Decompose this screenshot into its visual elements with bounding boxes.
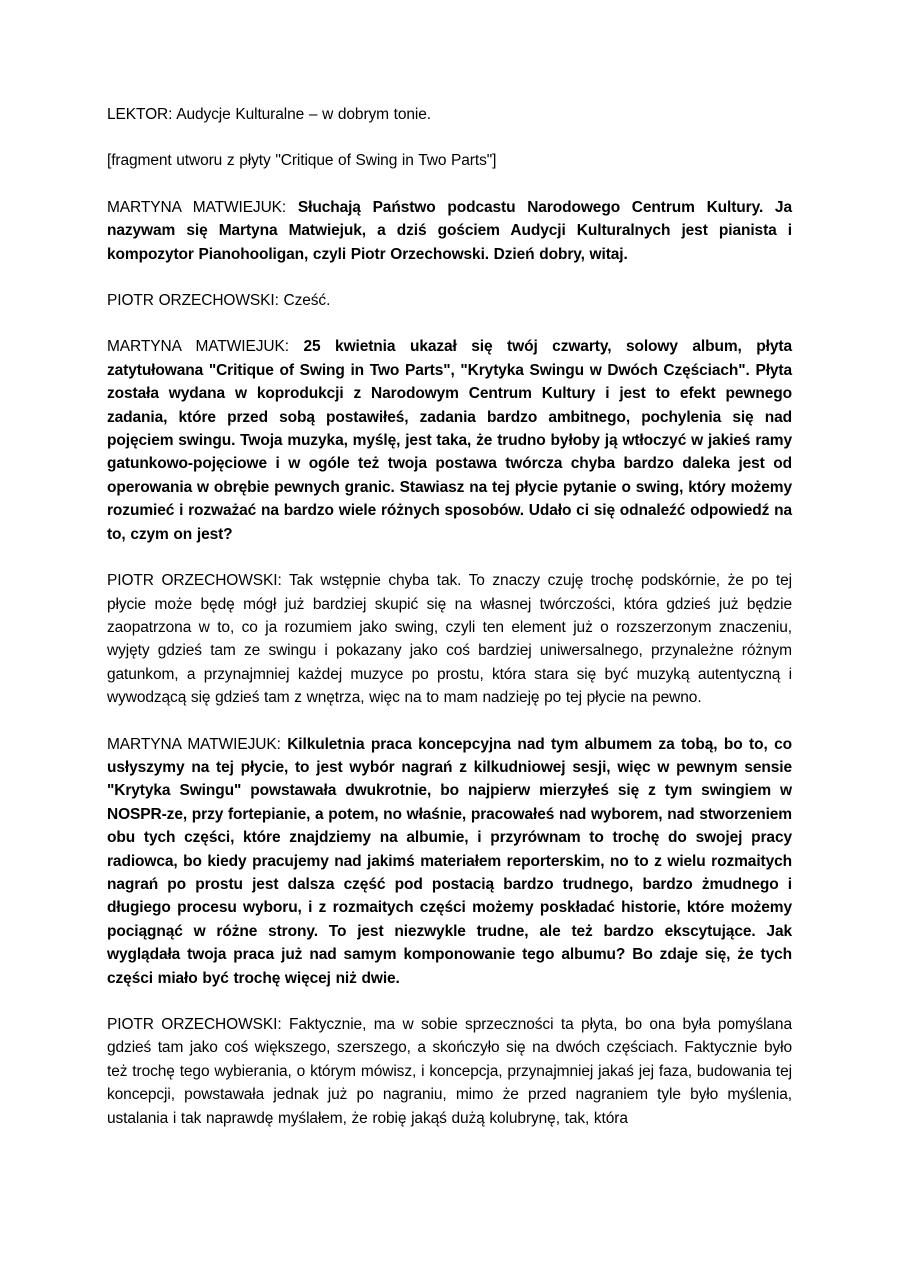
paragraph-lektor [107,103,792,126]
paragraph-piotr-3 [107,1013,792,1130]
speech-text: Audycje Kulturalne – w dobrym tonie. [176,106,431,123]
speech-text: Słuchają Państwo podcastu Narodowego Centrum Kultury. Ja nazywam się Martyna Matwiejuk, a dziś gościem Audycji Kulturalnych jest pianista i kompozytor Pianohooligan, czyli Piotr Orzechowski. Dzień dobry, witaj. [107,198,792,263]
speech-text: Cześć. [283,292,331,310]
speech-text: Kilkuletnia praca koncepcyjna nad tym albumem za tobą, bo to, co usłyszymy na tej płycie, to jest wybór nagrań z kilkudniowej sesji, więc w pewnym sensie "Krytyka Swingu" powstawała dwukrotnie, bo najpierw mierzyłeś się z tym swingiem w NOSPR-ze, przy fortepianie, a potem, no właśnie, pracowałeś nad wyborem, nad stworzeniem obu tych części, które znajdziemy na albumie, i przyrównam to trochę do swojej pracy radiowca, bo kiedy pracujemy nad jakimś materiałem reporterskim, no to z wielu rozmaitych nagrań po prostu jest dalsza część pod postacią bardzo trudnego, bardzo żmudnego i długiego procesu wyboru, i z rozmaitych części możemy poskładać historie, które możemy pociągnąć w różne strony. To jest niezwykle trudne, ale też bardzo ekscytujące. Jak wyglądała twoja praca już nad samym komponowanie tego albumu? Bo zdaje się, że tych części miało być trochę więcej niż dwie. [107,735,792,987]
paragraph-piotr-2 [107,569,792,709]
paragraph-martyna-1 [107,196,792,266]
speaker-name: LEKTOR: [107,106,173,123]
speaker-name: MARTYNA MATWIEJUK: [107,338,289,356]
speech-text: Tak wstępnie chyba tak. To znaczy czuję trochę podskórnie, że po tej płycie może będę mógł już bardziej skupić się na własnej twórczości, która gdzieś już będzie zaopatrzona w to, co ja rozumiem jako swing, czyli ten element już o rozszerzonym znaczeniu, wyjęty gdzieś tam ze swingu i pokazany jako coś bardziej uniwersalnego, przynależne różnym gatunkom, a przynajmniej każdej muzyce po prostu, która stara się być muzyką autentyczną i wywodzącą się gdzieś tam z wnętrza, więc na to mam nadzieję po tej płycie na pewno. [107,572,793,707]
paragraph-martyna-3 [107,733,792,990]
paragraph-piotr-1 [107,289,792,312]
paragraph-martyna-2 [107,335,792,546]
speaker-name: MARTYNA MATWIEJUK: [107,198,287,216]
speech-text: [fragment utworu z płyty "Critique of Swing in Two Parts"] [107,152,497,170]
speaker-name: PIOTR ORZECHOWSKI: [107,292,279,310]
speaker-name: PIOTR ORZECHOWSKI: [107,572,282,590]
paragraph-fragment-note [107,149,792,172]
speech-text: Faktycznie, ma w sobie sprzeczności ta płyta, bo ona była pomyślana gdzieś tam jako coś większego, szerszego, a skończyło się na dwóch częściach. Faktycznie było też trochę tego wybierania, o którym mówisz, i koncepcja, przynajmniej jakaś jej faza, budowania tej koncepcji, powstawała jednak już po nagraniu, mimo że przed nagraniem tyle było myślenia, ustalania i tak naprawdę myślałem, że robię jakąś dużą kolubrynę, tak, która [107,1016,792,1127]
speaker-name: PIOTR ORZECHOWSKI: [107,1016,282,1033]
speaker-name: MARTYNA MATWIEJUK: [107,735,281,753]
speech-text: 25 kwietnia ukazał się twój czwarty, solowy album, płyta zatytułowana "Critique of Swing in Two Parts", "Krytyka Swingu w Dwóch Częściach". Płyta została wydana w koprodukcji z Narodowym Centrum Kultury i jest to efekt pewnego zadania, które przed sobą postawiłeś, zadania bardzo ambitnego, pochylenia się nad pojęciem swingu. Twoja muzyka, myślę, jest taka, że trudno byłoby ją wtłoczyć w jakieś ramy gatunkowo-pojęciowe i w ogóle też twoja postawa twórcza chyba bardzo daleka jest od operowania w obrębie pewnych granic. Stawiasz na tej płycie pytanie o swing, który możemy rozumieć i rozważać na bardzo wiele różnych sposobów. Udało ci się odnaleźć odpowiedź na to, czym on jest? [107,338,792,543]
